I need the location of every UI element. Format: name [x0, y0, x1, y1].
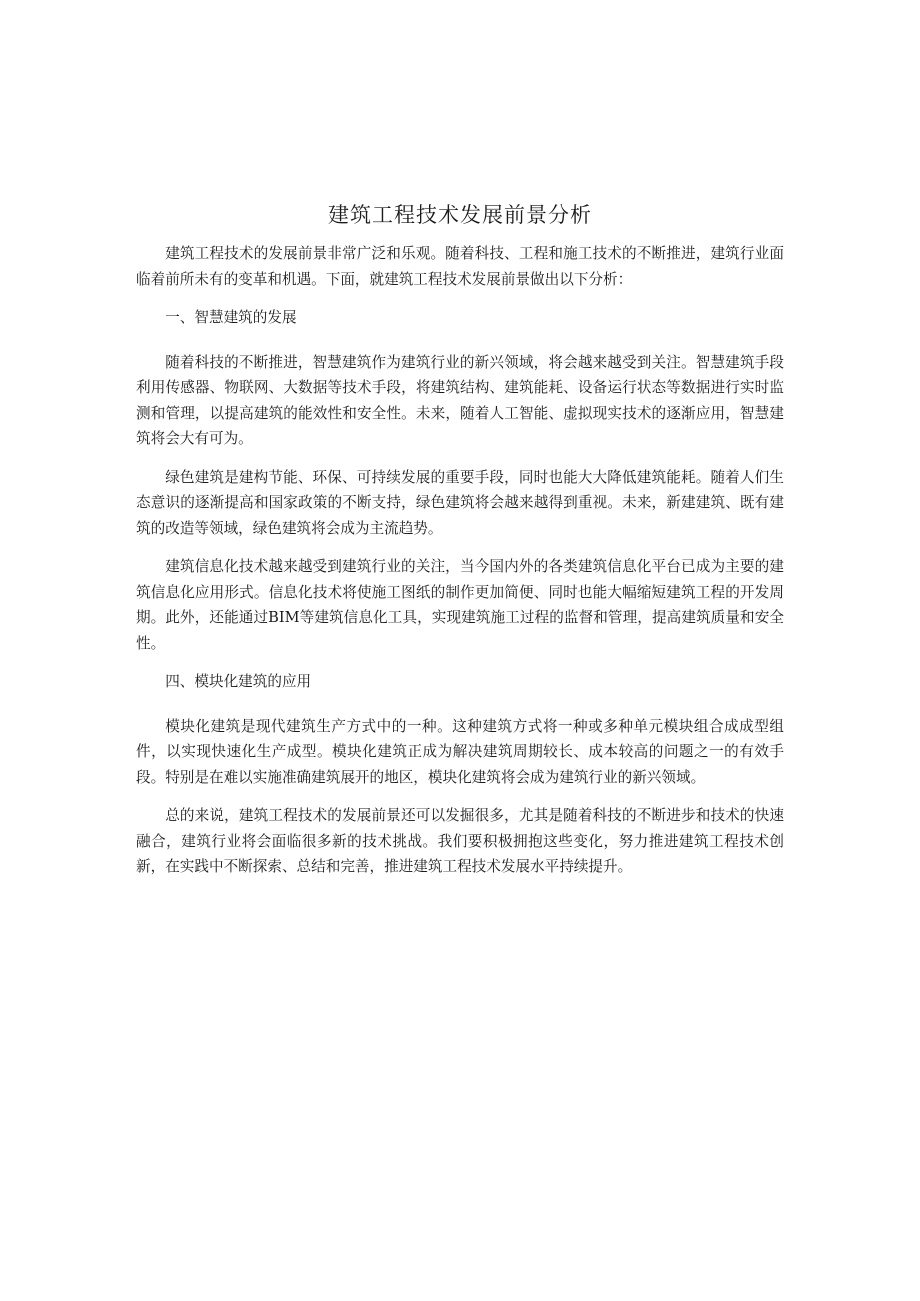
- green-building-paragraph: 绿色建筑是建构节能、环保、可持续发展的重要手段，同时也能大大降低建筑能耗。随着人们生态意识的逐渐提高和国家政策的不断支持，绿色建筑将会越来越得到重视。未来，新建建筑、既有建筑的改造等领域，绿色建筑将会成为主流趋势。: [136, 468, 784, 537]
- section-heading-smart-building: 一、智慧建筑的发展: [165, 309, 297, 326]
- informatization-paragraph: 建筑信息化技术越来越受到建筑行业的关注，当今国内外的各类建筑信息化平台已成为主要的建筑信息化应用形式。信息化技术将使施工图纸的制作更加简便、同时也能大幅缩短建筑工程的开发周期。此外，还能通过BIM等建筑信息化工具，实现建筑施工过程的监督和管理，提高建筑质量和安全性。: [136, 558, 784, 652]
- section-heading-modular-building: 四、模块化建筑的应用: [165, 673, 312, 690]
- conclusion-paragraph: 总的来说，建筑工程技术的发展前景还可以发掘很多，尤其是随着科技的不断进步和技术的快速融合，建筑行业将会面临很多新的技术挑战。我们要积极拥抱这些变化，努力推进建筑工程技术创新，在实践中不断探索、总结和完善，推进建筑工程技术发展水平持续提升。: [136, 807, 784, 875]
- smart-building-paragraph: 随着科技的不断推进，智慧建筑作为建筑行业的新兴领域，将会越来越受到关注。智慧建筑手段利用传感器、物联网、大数据等技术手段，将建筑结构、建筑能耗、设备运行状态等数据进行实时监测和管理，以提高建筑的能效性和安全性。未来，随着人工智能、虚拟现实技术的逐渐应用，智慧建筑将会大有可为。: [136, 353, 784, 447]
- modular-building-paragraph: 模块化建筑是现代建筑生产方式中的一种。这种建筑方式将一种或多种单元模块组合成成型组件，以实现快速化生产成型。模块化建筑正成为解决建筑周期较长、成本较高的问题之一的有效手段。特别是在难以实施准确建筑展开的地区，模块化建筑将会成为建筑行业的新兴领域。: [136, 717, 784, 786]
- intro-paragraph: 建筑工程技术的发展前景非常广泛和乐观。随着科技、工程和施工技术的不断推进，建筑行业面临着前所未有的变革和机遇。下面，就建筑工程技术发展前景做出以下分析：: [136, 245, 784, 288]
- document-title: 建筑工程技术发展前景分析: [328, 203, 592, 227]
- document-page: [136, 197, 784, 893]
